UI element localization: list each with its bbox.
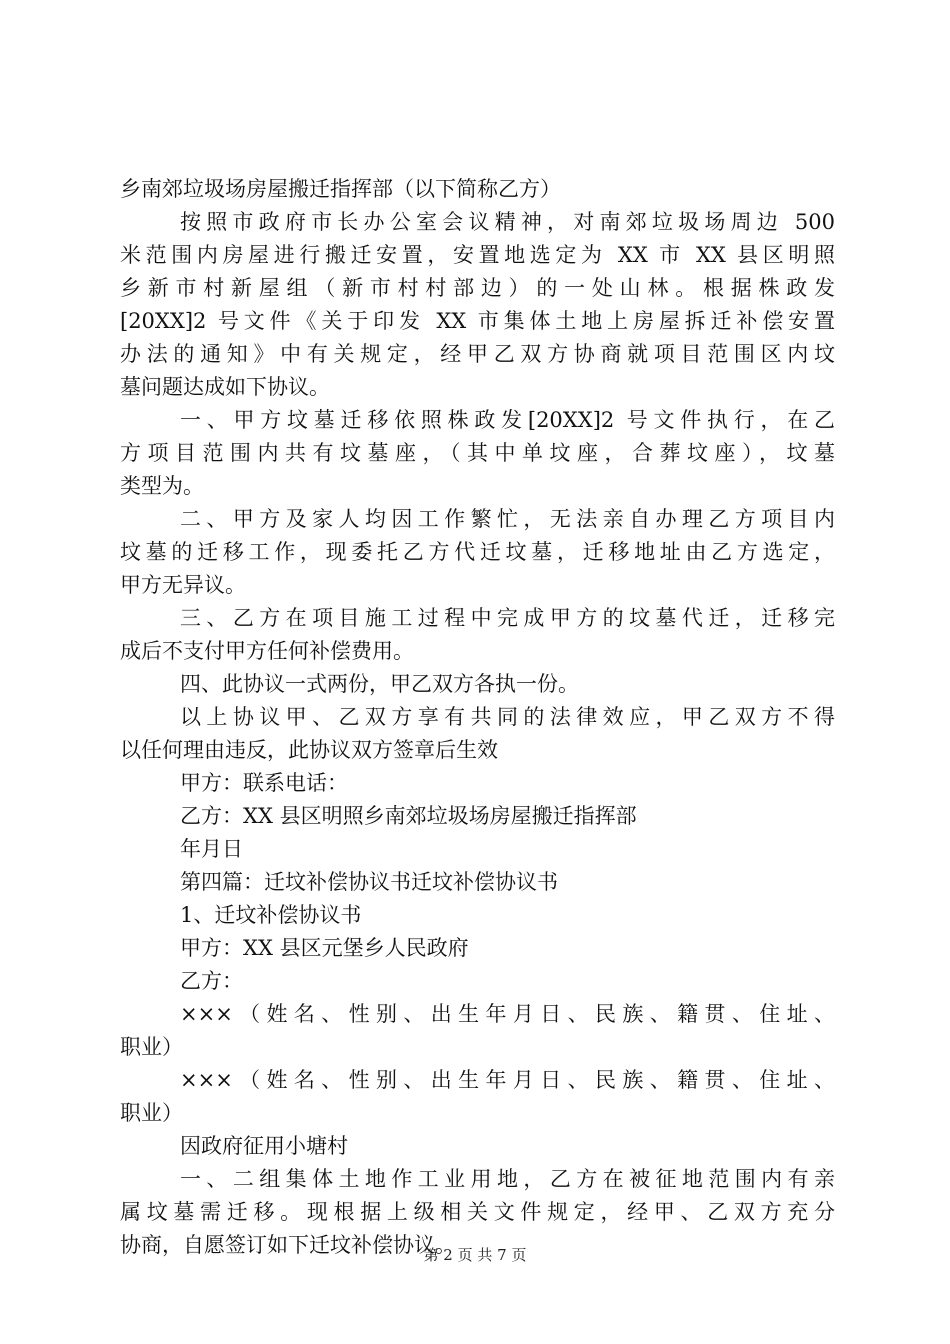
text-line: 属坟墓需迁移。现根据上级相关文件规定，经甲、乙双方充分 — [120, 1200, 835, 1224]
text-line: 甲方：XX 县区元堡乡人民政府 — [180, 936, 469, 960]
text-line: 方项目范围内共有坟墓座，（其中单坟座，合葬坟座），坟墓 — [120, 441, 835, 465]
text-line: 以任何理由违反，此协议双方签章后生效 — [120, 738, 498, 762]
text-line: 乡新市村新屋组（新市村村部边）的一处山林。根据株政发 — [120, 276, 835, 300]
text-line: 1、迁坟补偿协议书 — [180, 903, 362, 927]
text-line: 乡南郊垃圾场房屋搬迁指挥部（以下简称乙方） — [120, 177, 561, 201]
text-line: 协商，自愿签订如下迁坟补偿协议。 — [120, 1233, 456, 1257]
text-line: ×××（姓名、性别、出生年月日、民族、籍贯、住址、 — [180, 1068, 835, 1092]
text-line: ×××（姓名、性别、出生年月日、民族、籍贯、住址、 — [180, 1002, 835, 1026]
text-line: 因政府征用小塘村 — [180, 1134, 348, 1158]
text-line: 年月日 — [180, 837, 243, 861]
text-line: 类型为。 — [120, 474, 204, 498]
text-line: 以上协议甲、乙双方享有共同的法律效应，甲乙双方不得 — [180, 705, 835, 729]
text-line: 甲方：联系电话： — [180, 771, 348, 795]
text-line: 办法的通知》中有关规定，经甲乙双方协商就项目范围区内坟 — [120, 342, 835, 366]
text-line: 四、此协议一式两份，甲乙双方各执一份。 — [180, 672, 579, 696]
text-line: 二、甲方及家人均因工作繁忙，无法亲自办理乙方项目内 — [180, 507, 835, 531]
text-line: 一、甲方坟墓迁移依照株政发[20XX]2 号文件执行，在乙 — [180, 408, 835, 432]
text-line: 成后不支付甲方任何补偿费用。 — [120, 639, 414, 663]
text-line: 第四篇：迁坟补偿协议书迁坟补偿协议书 — [180, 870, 558, 894]
text-line: 职业） — [120, 1035, 183, 1059]
text-line: 墓问题达成如下协议。 — [120, 375, 330, 399]
text-line: 三、乙方在项目施工过程中完成甲方的坟墓代迁，迁移完 — [180, 606, 835, 630]
text-line: 米范围内房屋进行搬迁安置，安置地选定为 XX 市 XX 县区明照 — [120, 243, 835, 267]
text-line: 职业） — [120, 1101, 183, 1125]
text-line: 一、二组集体土地作工业用地，乙方在被征地范围内有亲 — [180, 1167, 835, 1191]
text-line: 乙方：XX 县区明照乡南郊垃圾场房屋搬迁指挥部 — [180, 804, 637, 828]
text-line: 甲方无异议。 — [120, 573, 246, 597]
text-line: 乙方： — [180, 969, 243, 993]
text-line: 按照市政府市长办公室会议精神，对南郊垃圾场周边 500 — [180, 210, 835, 234]
document-body — [120, 173, 835, 1262]
text-line: 坟墓的迁移工作，现委托乙方代迁坟墓，迁移地址由乙方选定， — [120, 540, 835, 564]
page-footer: 第 2 页 共 7 页 — [423, 1246, 527, 1264]
text-line: [20XX]2 号文件《关于印发 XX 市集体土地上房屋拆迁补偿安置 — [120, 309, 835, 333]
